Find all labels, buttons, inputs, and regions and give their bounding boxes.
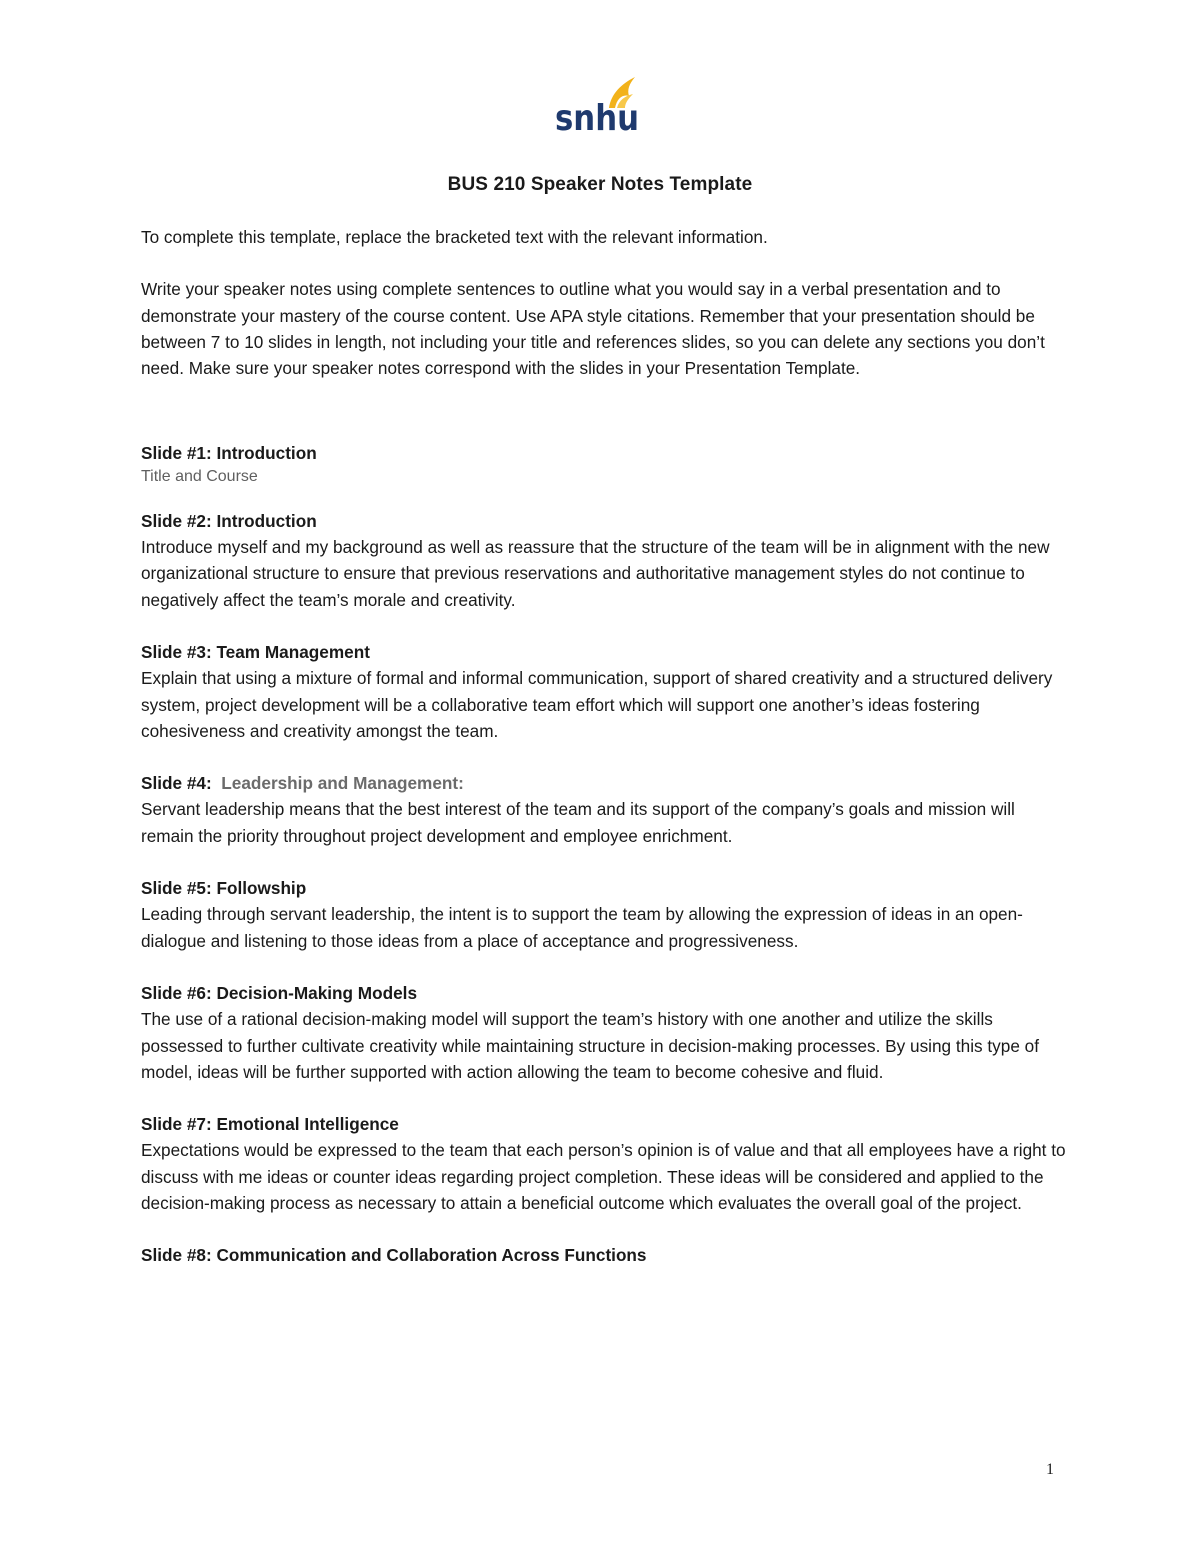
document-title: BUS 210 Speaker Notes Template [447, 174, 753, 195]
slide-heading: Slide #6: Decision-Making Models [141, 982, 418, 1003]
slide-notes: Leading through servant leadership, the intent is to support the team by allowing the expression of ideas in an open- dialogue and listening to those ideas from a place of acceptance and progressiveness. [141, 904, 1023, 951]
slide-heading-topic: Leadership and Management: [221, 773, 464, 794]
document-body [141, 224, 1071, 1295]
slide-heading: Slide #8: Communication and Collaboration Across Functions [141, 1245, 647, 1266]
slide-notes: Expectations would be expressed to the team that each person’s opinion is of value and that all employees have a right to discuss with me ideas or counter ideas regarding project completion. These ideas will be considered and applied to the decision-making process as necessary to attain a beneficial outcome which evaluates the overall goal of the project. [141, 1140, 1066, 1214]
slide-heading [141, 770, 1071, 796]
slide-section-4 [141, 770, 1071, 849]
slide-section-7 [141, 1111, 1071, 1216]
snhu-logo [553, 72, 643, 139]
slide-section-5 [141, 875, 1071, 954]
slide-heading: Slide #7: Emotional Intelligence [141, 1114, 399, 1135]
slide-heading-prefix: Slide #4: [141, 773, 212, 794]
slide-notes: Servant leadership means that the best interest of the team and its support of the company’s goals and mission will remain the priority throughout project development and employee enrichment. [141, 799, 1015, 846]
logo-wordmark: snhu [555, 98, 639, 139]
slide-heading: Slide #1: Introduction [141, 443, 317, 464]
slide-notes: Introduce myself and my background as well as reassure that the structure of the team will be in alignment with the new organizational structure to ensure that previous reservations and authoritative management styles do not continue to negatively affect the team’s morale and creativity. [141, 537, 1050, 610]
slide-notes: The use of a rational decision-making model will support the team’s history with one another and utilize the skills possessed to further cultivate creativity while maintaining structure in decision-making processes. By using this type of model, ideas will be further supported with action allowing the team to become cohesive and fluid. [141, 1009, 1039, 1082]
slide-notes: Explain that using a mixture of formal and informal communication, support of shared creativity and a structured delivery system, project development will be a collaborative team effort which will support one another’s ideas fostering cohesiveness and creativity amongst the team. [141, 668, 1053, 741]
intro-instructions: To complete this template, replace the bracketed text with the relevant information. [141, 227, 768, 247]
page-number: 1 [1046, 1461, 1054, 1478]
slide-heading: Slide #3: Team Management [141, 641, 370, 662]
slide-section-8 [141, 1242, 1071, 1268]
slide-section-1 [141, 440, 1071, 486]
slide-heading: Slide #2: Introduction [141, 510, 317, 531]
slide-section-6 [141, 980, 1071, 1085]
slide-section-2 [141, 508, 1071, 613]
slide-section-3 [141, 639, 1071, 744]
intro-guidance: Write your speaker notes using complete sentences to outline what you would say in a verbal presentation and to demonstrate your mastery of the course content. Use APA style citations. Remember that your presentation should be between 7 to 10 slides in length, not including your title and references slides, so you can delete any sections you don’t need. Make sure your speaker notes correspond with the slides in your Presentation Template. [141, 279, 1045, 379]
slide-notes: Title and Course [141, 467, 258, 485]
slide-heading: Slide #5: Followship [141, 878, 307, 899]
